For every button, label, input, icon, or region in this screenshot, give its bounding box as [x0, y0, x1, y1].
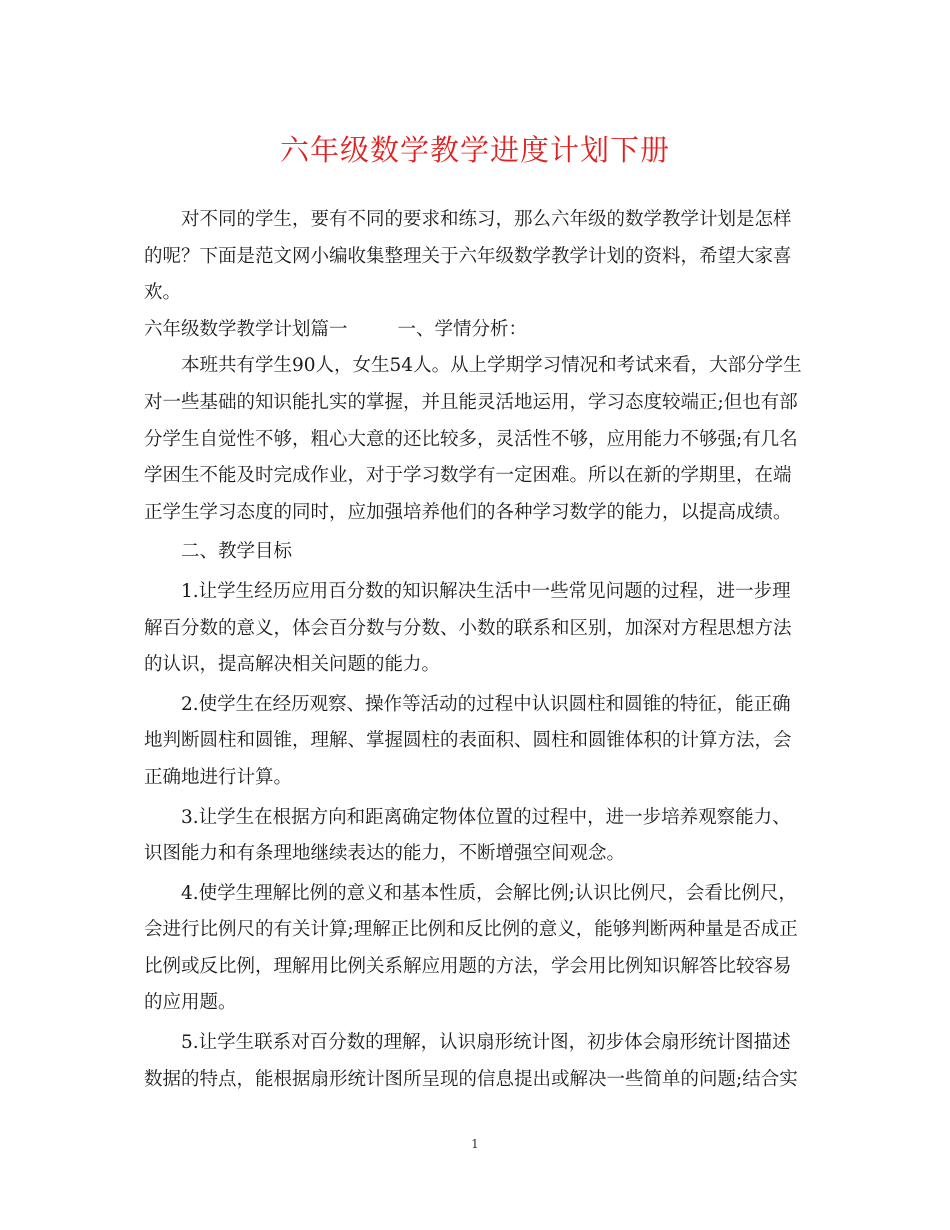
goal-paragraph-1: 1.让学生经历应用百分数的知识解决生活中一些常见问题的过程，进一步理解百分数的意义，体会百分数与分数、小数的联系和区别，加深对方程思想方法的认识，提高解决相关问题的能力。	[144, 580, 792, 676]
section1-heading: 一、学情分析：	[397, 318, 528, 340]
goal-paragraph-3: 3.让学生在根据方向和距离确定物体位置的过程中，进一步培养观察能力、识图能力和有条理地继续表达的能力，不断增强空间观念。	[144, 806, 791, 865]
intro-paragraph: 对不同的学生，要有不同的要求和练习，那么六年级的数学教学计划是怎样的呢？下面是范文网小编收集整理关于六年级数学教学计划的资料，希望大家喜欢。	[144, 209, 792, 304]
goal-paragraph-5: 5.让学生联系对百分数的理解，认识扇形统计图，初步体会扇形统计图描述数据的特点，能根据扇形统计图所呈现的信息提出或解决一些简单的问题;结合实	[144, 1032, 798, 1090]
section1-paragraph: 本班共有学生90人，女生54人。从上学期学习情况和考试来看，大部分学生对一些基础的知识能扎实的掌握，并且能灵活地运用，学习态度较端正;但也有部分学生自觉性不够，粗心大意的还比较多，灵活性不够，应用能力不够强;有几名学困生不能及时完成作业，对于学习数学有一定困难。所以在新的学期里，在端正学生学习态度的同时，应加强培养他们的各种学习数学的能力，以提高成绩。	[144, 355, 802, 523]
section2-heading: 二、教学目标	[181, 541, 293, 563]
goal-paragraph-2: 2.使学生在经历观察、操作等活动的过程中认识圆柱和圆锥的特征，能正确地判断圆柱和圆锥，理解、掌握圆柱的表面积、圆柱和圆锥体积的计算方法，会正确地进行计算。	[144, 693, 792, 788]
goal-paragraph-4: 4.使学生理解比例的意义和基本性质，会解比例;认识比例尺，会看比例尺，会进行比例尺的有关计算;理解正比例和反比例的意义，能够判断两种量是否成正比例或反比例，理解用比例关系解应用题的方法，学会用比例知识解答比较容易的应用题。	[144, 882, 798, 1014]
section-heading-line	[144, 312, 804, 349]
page-number: 1	[471, 1137, 479, 1151]
document-title: 六年级数学教学进度计划下册	[279, 133, 670, 167]
document-body	[144, 202, 804, 1098]
section-label: 六年级数学教学计划篇一	[144, 318, 348, 340]
